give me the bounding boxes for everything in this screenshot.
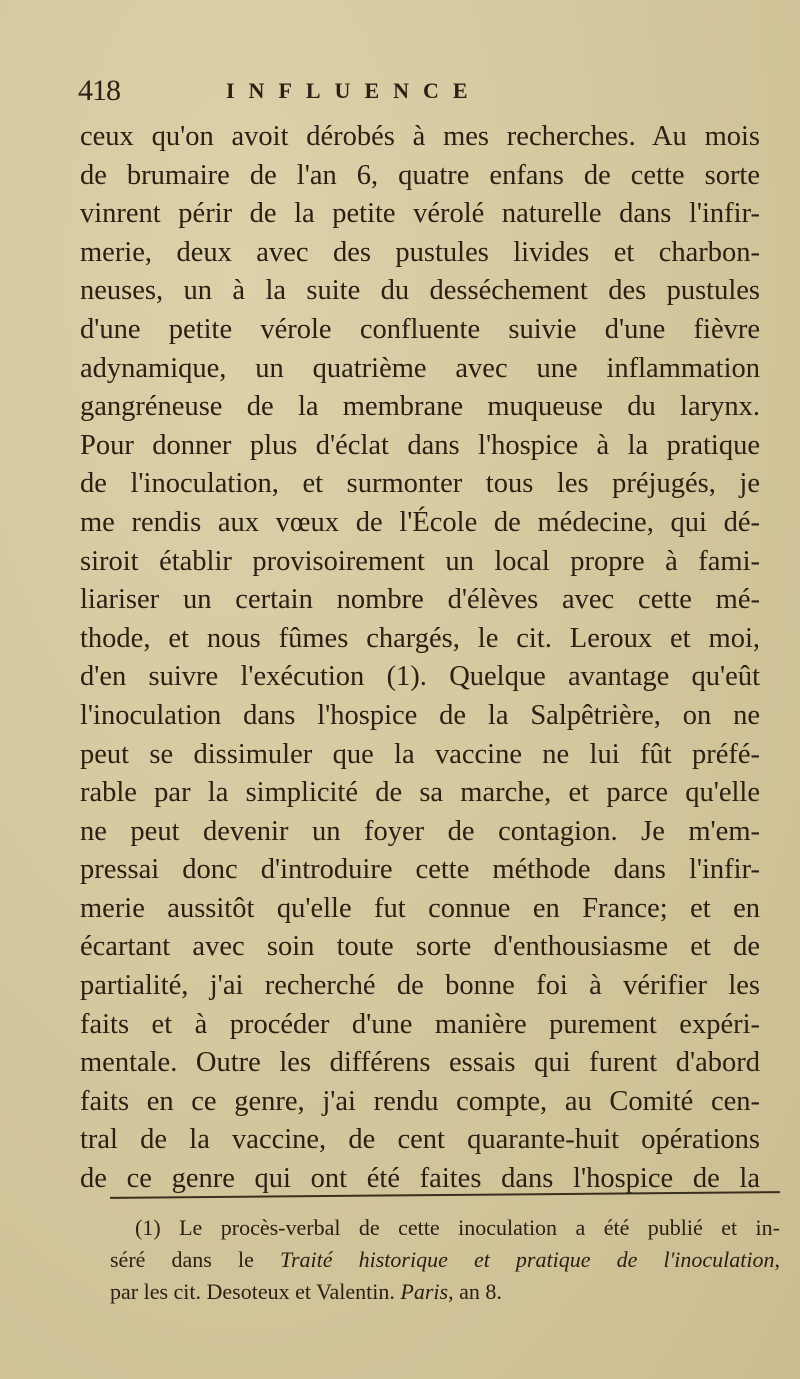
text-line: ceux qu'on avoit dérobés à mes recherches. Au mois	[80, 121, 760, 152]
text-line: me rendis aux vœux de l'École de médecine, qui dé-	[80, 506, 760, 538]
text-line: rable par la simplicité de sa marche, et parce qu'elle	[80, 777, 760, 809]
text-line: gangréneuse de la membrane muqueuse du larynx.	[80, 391, 760, 423]
text-line: neuses, un à la suite du desséchement des pustules	[80, 275, 760, 307]
text-line: d'une petite vérole confluente suivie d'une fièvre	[80, 313, 760, 345]
text-line: de l'inoculation, et surmonter tous les préjugés, je	[80, 468, 760, 500]
footnote-text: par les cit. Desoteux et Valentin.	[110, 1279, 401, 1304]
text-line: de brumaire de l'an 6, quatre enfans de cette sorte	[80, 159, 760, 191]
text-line: Pour donner plus d'éclat dans l'hospice à la pratique	[80, 429, 760, 461]
text-line: adynamique, un quatrième avec une inflammation	[80, 352, 760, 384]
footnote-line	[110, 1244, 780, 1276]
footnote-place: Paris	[400, 1279, 449, 1304]
text-line: merie, deux avec des pustules livides et charbon-	[80, 236, 760, 268]
text-line: merie aussitôt qu'elle fut connue en France; et en	[80, 892, 760, 924]
text-line: pressai donc d'introduire cette méthode dans l'infir-	[80, 854, 760, 886]
text-line: d'en suivre l'exécution (1). Quelque avantage qu'eût	[80, 661, 760, 693]
text-line: tral de la vaccine, de cent quarante-huit opérations	[80, 1124, 760, 1156]
text-line: mentale. Outre les différens essais qui furent d'abord	[80, 1047, 760, 1079]
text-line: faits en ce genre, j'ai rendu compte, au Comité cen-	[80, 1085, 760, 1117]
text-line: faits et à procéder d'une manière purement expéri-	[80, 1008, 760, 1040]
text-line: de ce genre qui ont été faites dans l'hospice de la	[80, 1163, 760, 1195]
text-line: ne peut devenir un foyer de contagion. Je m'em-	[80, 815, 760, 847]
footnote-text: séré dans le	[110, 1247, 280, 1272]
page-header	[78, 74, 778, 114]
footnote-line: (1) Le procès-verbal de cette inoculation a été publié et in-	[135, 1215, 780, 1240]
text-line: thode, et nous fûmes chargés, le cit. Leroux et moi,	[80, 622, 760, 654]
running-head: INFLUENCE	[226, 78, 482, 103]
footnote-text: ,	[774, 1247, 780, 1272]
text-line: l'inoculation dans l'hospice de la Salpêtrière, on ne	[80, 699, 760, 731]
text-line: siroit établir provisoirement un local propre à fami-	[80, 545, 760, 577]
footnote-book-title: Traité historique et pratique de l'inoculation	[279, 1247, 775, 1272]
footnote-text: , an 8.	[448, 1279, 502, 1304]
text-line: partialité, j'ai recherché de bonne foi à vérifier les	[80, 970, 760, 1002]
text-line: liariser un certain nombre d'élèves avec cette mé-	[80, 584, 760, 616]
text-line: écartant avec soin toute sorte d'enthousiasme et de	[80, 931, 760, 963]
footnote	[110, 1212, 780, 1308]
text-line: vinrent périr de la petite vérolé naturelle dans l'infir-	[80, 198, 760, 230]
body-text	[80, 118, 760, 1199]
footnote-line	[110, 1276, 780, 1308]
page-number: 418	[78, 74, 120, 107]
text-line: peut se dissimuler que la vaccine ne lui fût préfé-	[80, 738, 760, 770]
